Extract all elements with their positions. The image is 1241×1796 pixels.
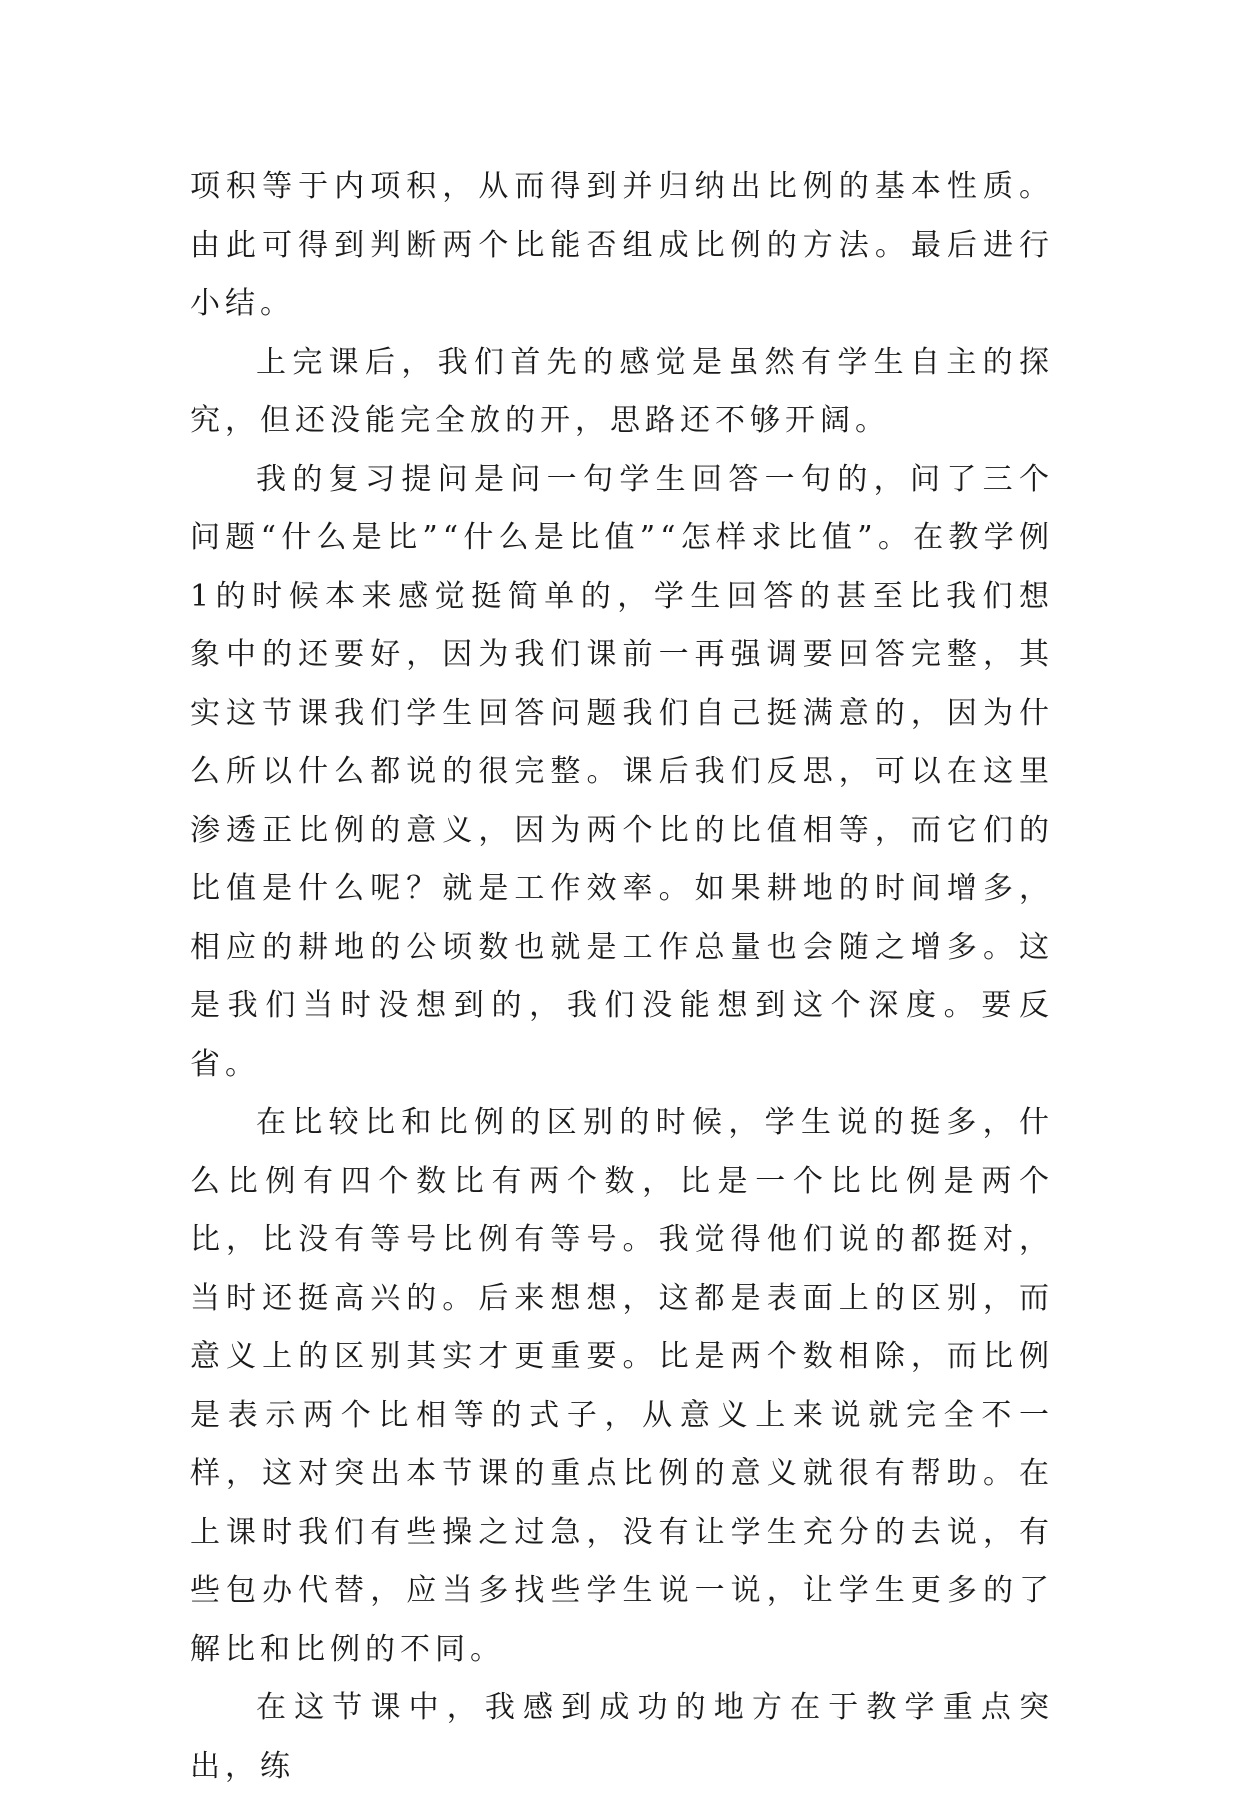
paragraph-3: 我的复习提问是问一句学生回答一句的，问了三个问题“什么是比”“什么是比值”“怎样求比值”。在教学例1的时候本来感觉挺简单的，学生回答的甚至比我们想象中的还要好，因为我们课前一再强调要回答完整，其实这节课我们学生回答问题我们自己挺满意的，因为什么所以什么都说的很完整。课后我们反思，可以在这里渗透正比例的意义，因为两个比的比值相等，而它们的比值是什么呢？就是工作效率。如果耕地的时间增多，相应的耕地的公顷数也就是工作总量也会随之增多。这是我们当时没想到的，我们没能想到这个深度。要反省。 [190,461,1054,1082]
body-text [190,158,1054,1796]
paragraph-1: 项积等于内项积，从而得到并归纳出比例的基本性质。由此可得到判断两个比能否组成比例的方法。最后进行小结。 [190,169,1054,321]
paragraph-2: 上完课后，我们首先的感觉是虽然有学生自主的探究，但还没能完全放的开，思路还不够开阔。 [190,344,1054,438]
paragraph-5: 在这节课中，我感到成功的地方在于教学重点突出，练 [190,1690,1054,1784]
paragraph-4: 在比较比和比例的区别的时候，学生说的挺多，什么比例有四个数比有两个数，比是一个比比例是两个比，比没有等号比例有等号。我觉得他们说的都挺对，当时还挺高兴的。后来想想，这都是表面上的区别，而意义上的区别其实才更重要。比是两个数相除，而比例是表示两个比相等的式子，从意义上来说就完全不一样，这对突出本节课的重点比例的意义就很有帮助。在上课时我们有些操之过急，没有让学生充分的去说，有些包办代替，应当多找些学生说一说，让学生更多的了解比和比例的不同。 [190,1105,1054,1667]
